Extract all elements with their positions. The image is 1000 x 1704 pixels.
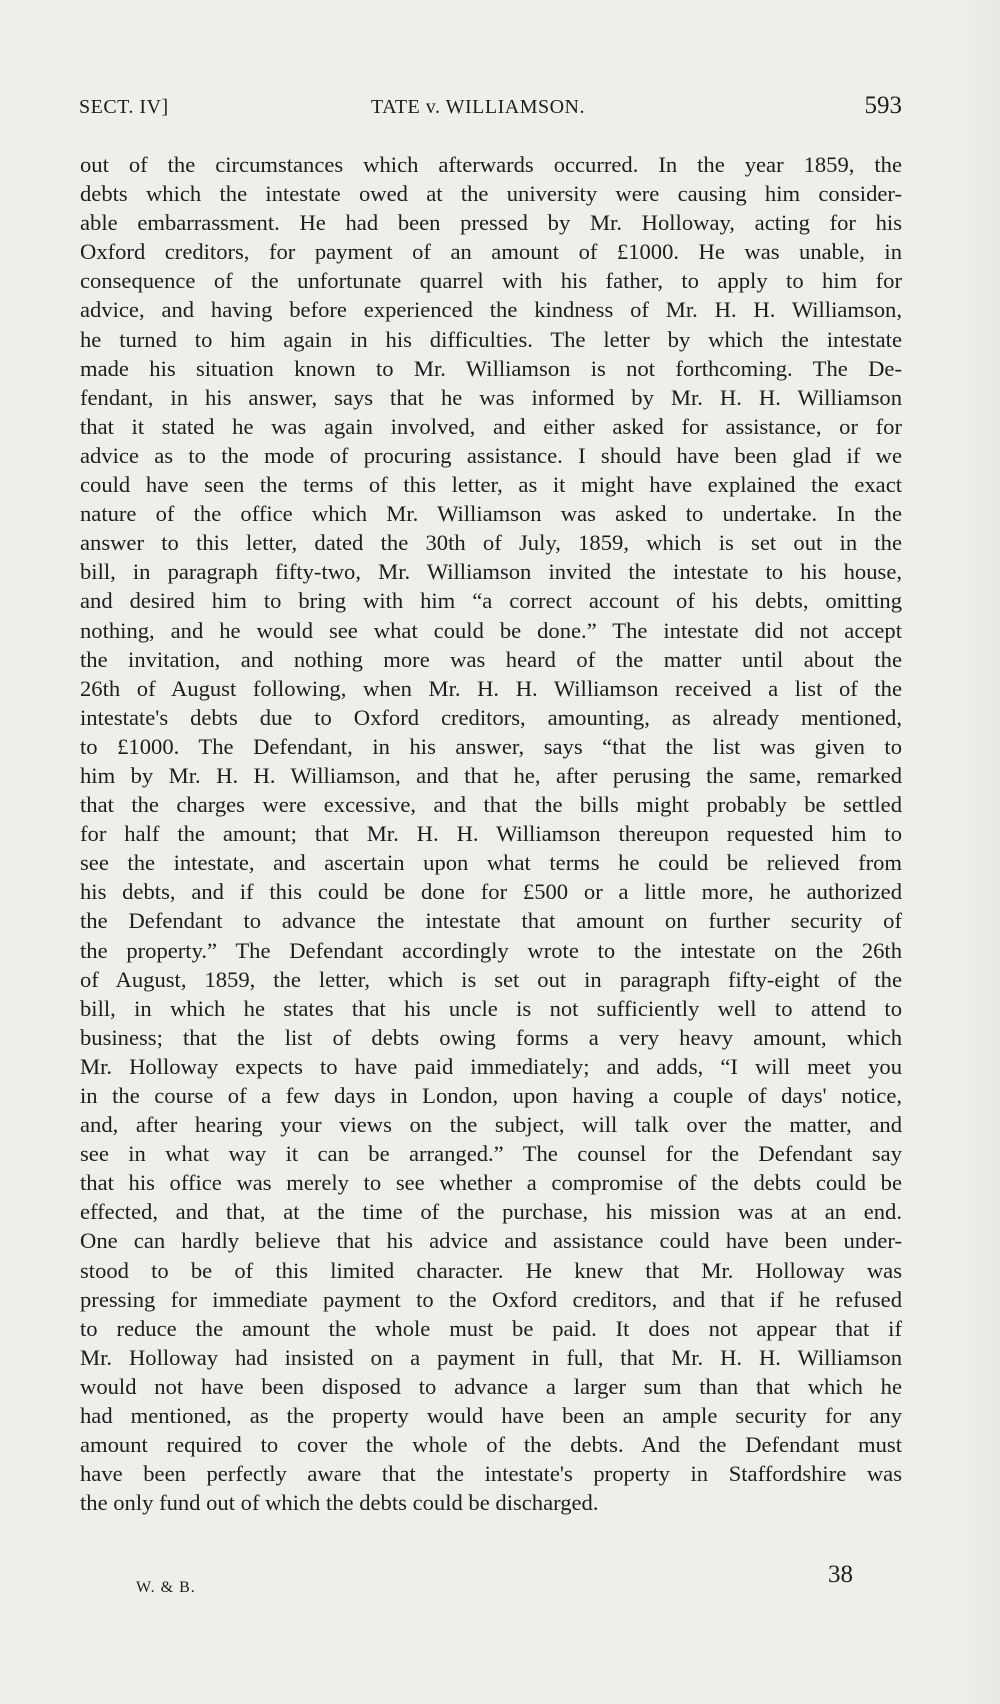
sheet-number: 38 [828, 1561, 853, 1588]
text-line: One can hardly believe that his advice and assistance could have been under- [80, 1228, 902, 1254]
text-line: and desired him to bring with him “a correct account of his debts, omitting [80, 588, 902, 614]
text-line: advice, and having before experienced the kindness of Mr. H. H. Williamson, [80, 297, 902, 323]
text-line: consequence of the unfortunate quarrel with his father, to apply to him for [80, 268, 902, 294]
page-edge-shading [960, 0, 1000, 1704]
text-line: intestate's debts due to Oxford creditors, amounting, as already mentioned, [80, 704, 902, 730]
running-header [79, 92, 902, 126]
text-line: have been perfectly aware that the intestate's property in Staffordshire was [80, 1461, 902, 1487]
text-line: see in what way it can be arranged.” The counsel for the Defendant say [80, 1141, 902, 1167]
text-line: and, after hearing your views on the subject, will talk over the matter, and [80, 1112, 902, 1138]
printer-signature: W. & B. [136, 1579, 196, 1596]
section-label: SECT. IV] [79, 96, 169, 118]
text-line: effected, and that, at the time of the purchase, his mission was at an end. [80, 1199, 902, 1225]
text-line: pressing for immediate payment to the Oxford creditors, and that if he refused [80, 1286, 902, 1312]
text-line: that his office was merely to see whether a compromise of the debts could be [80, 1170, 902, 1196]
text-line: to £1000. The Defendant, in his answer, says “that the list was given to [80, 733, 902, 759]
text-line: that the charges were excessive, and that the bills might probably be settled [80, 792, 902, 818]
text-line: had mentioned, as the property would have been an ample security for any [80, 1403, 902, 1429]
text-line: bill, in which he states that his uncle is not sufficiently well to attend to [80, 995, 902, 1021]
text-line: nothing, and he would see what could be done.” The intestate did not accept [80, 617, 902, 643]
text-line: fendant, in his answer, says that he was informed by Mr. H. H. Williamson [80, 384, 902, 410]
text-line: to reduce the amount the whole must be paid. It does not appear that if [80, 1315, 902, 1341]
text-line: Oxford creditors, for payment of an amount of £1000. He was unable, in [80, 239, 902, 265]
text-line: amount required to cover the whole of the debts. And the Defendant must [80, 1432, 902, 1458]
text-line: in the course of a few days in London, upon having a couple of days' notice, [80, 1083, 902, 1108]
text-line: stood to be of this limited character. He knew that Mr. Holloway was [80, 1257, 902, 1283]
text-line: answer to this letter, dated the 30th of July, 1859, which is set out in the [80, 530, 902, 556]
text-line: able embarrassment. He had been pressed by Mr. Holloway, acting for his [80, 210, 902, 236]
text-line: the Defendant to advance the intestate that amount on further security of [80, 908, 902, 934]
text-line: the property.” The Defendant accordingly wrote to the intestate on the 26th [80, 937, 902, 963]
page-number: 593 [864, 92, 902, 119]
text-line: out of the circumstances which afterwards occurred. In the year 1859, the [80, 152, 902, 177]
text-line: made his situation known to Mr. Williamson is not forthcoming. The De- [80, 355, 902, 381]
text-line: could have seen the terms of this letter, as it might have explained the exact [80, 472, 902, 498]
text-line: that it stated he was again involved, and either asked for assistance, or for [80, 413, 902, 439]
case-title: TATE v. WILLIAMSON. [371, 96, 585, 118]
page-footer [80, 1561, 860, 1601]
text-line: 26th of August following, when Mr. H. H. Williamson received a list of the [80, 675, 902, 701]
body-paragraph [80, 150, 902, 1517]
text-line: of August, 1859, the letter, which is set out in paragraph fifty-eight of the [80, 966, 902, 992]
text-line: would not have been disposed to advance a larger sum than that which he [80, 1373, 902, 1399]
text-line: his debts, and if this could be done for £500 or a little more, he authorized [80, 879, 902, 905]
text-line: Mr. Holloway expects to have paid immediately; and adds, “I will meet you [80, 1053, 902, 1079]
text-line: advice as to the mode of procuring assistance. I should have been glad if we [80, 442, 902, 468]
text-line: nature of the office which Mr. Williamson was asked to undertake. In the [80, 501, 902, 527]
text-line: bill, in paragraph fifty-two, Mr. Williamson invited the intestate to his house, [80, 559, 902, 585]
text-line: debts which the intestate owed at the university were causing him consider- [80, 181, 902, 207]
text-line: business; that the list of debts owing forms a very heavy amount, which [80, 1024, 902, 1050]
text-line: he turned to him again in his difficulties. The letter by which the intestate [80, 326, 902, 352]
text-line: him by Mr. H. H. Williamson, and that he, after perusing the same, remarked [80, 762, 902, 788]
text-line: the only fund out of which the debts could be discharged. [80, 1490, 599, 1516]
text-line: the invitation, and nothing more was heard of the matter until about the [80, 646, 902, 672]
text-line: Mr. Holloway had insisted on a payment in full, that Mr. H. H. Williamson [80, 1344, 902, 1370]
text-line: for half the amount; that Mr. H. H. Williamson thereupon requested him to [80, 821, 902, 847]
text-line: see the intestate, and ascertain upon what terms he could be relieved from [80, 850, 902, 876]
